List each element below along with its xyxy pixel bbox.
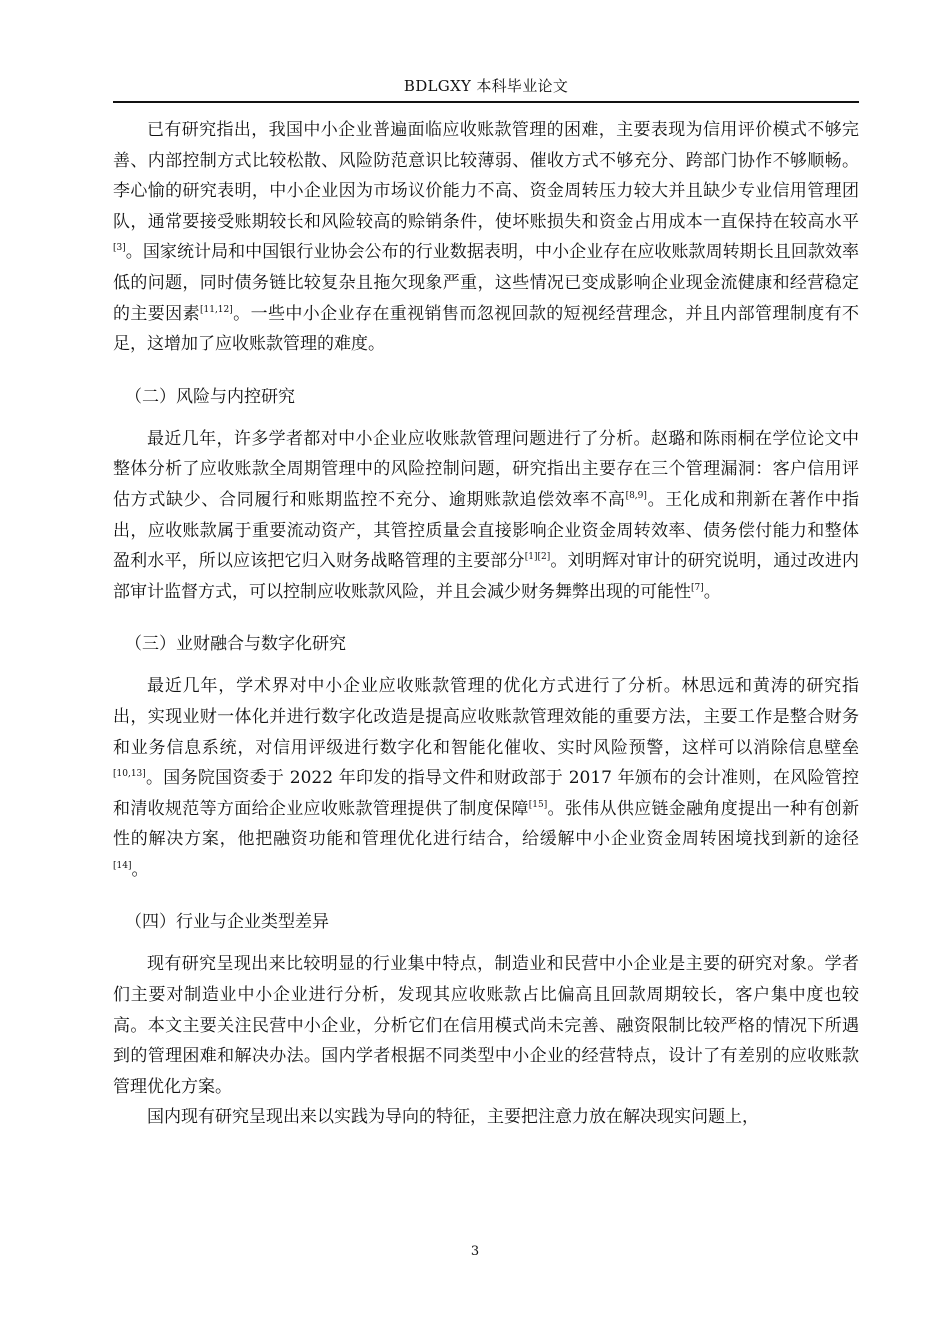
paragraph-existing-research [113, 115, 859, 360]
citation: [15] [528, 799, 548, 810]
running-header: BDLGXY 本科毕业论文 [403, 77, 569, 95]
section-heading-industry-differences: （四）行业与企业类型差异 [125, 912, 329, 933]
text-run: 。张伟从供应链金融角度提出一种有创新性的解决方案，他把融资功能和管理优化进行结合，给缓解中小企业资金周转困境找到新的途径 [113, 798, 860, 850]
text-run: 国内现有研究呈现出来以实践为导向的特征，主要把注意力放在解决现实问题上， [147, 1107, 759, 1128]
body-text [113, 115, 859, 1133]
citation: [3] [113, 243, 126, 254]
paragraph-industry-differences [113, 949, 859, 1102]
text-run: 最近几年，许多学者都对中小企业应收账款管理问题进行了分析。赵璐和陈雨桐在学位论文中整体分析了应收账款全周期管理中的风险控制问题，研究指出主要存在三个管理漏洞：客户信用评估方式缺少、合同履行和账期监控不充分、逾期账款追偿效率不高 [113, 428, 859, 510]
citation: [11,12] [199, 304, 233, 315]
text-run: 已有研究指出，我国中小企业普遍面临应收账款管理的困难，主要表现为信用评价模式不够完善、内部控制方式比较松散、风险防范意识比较薄弱、催收方式不够充分、跨部门协作不够顺畅。李心愉的研究表明，中小企业因为市场议价能力不高、资金周转压力较大并且缺少专业信用管理团队，通常要接受账期较长和风险较高的赊销条件，使坏账损失和资金占用成本一直保持在较高水平 [113, 120, 859, 232]
page-number: 3 [470, 1244, 480, 1259]
citation: [8,9] [625, 490, 647, 501]
header-rule [113, 101, 859, 103]
text-run: 最近几年，学术界对中小企业应收账款管理的优化方式进行了分析。林思远和黄涛的研究指出，实现业财一体化并进行数字化改造是提高应收账款管理效能的重要方法，主要工作是整合财务和业务信息系统，对信用评级进行数字化和智能化催收、实时风险预警，这样可以消除信息壁垒 [113, 676, 859, 758]
text-run: 。国务院国资委于 2022 年印发的指导文件和财政部于 2017 年颁布的会计准则，在风险管控和清收规范等方面给企业应收账款管理提供了制度保障 [113, 768, 859, 819]
text-run: 现有研究呈现出来比较明显的行业集中特点，制造业和民营中小企业是主要的研究对象。学者们主要对制造业中小企业进行分析，发现其应收账款占比偏高且回款周期较长，客户集中度也较高。本文主要关注民营中小企业，分析它们在信用模式尚未完善、融资限制比较严格的情况下所遇到的管理困难和解决办法。国内学者根据不同类型中小企业的经营特点，设计了有差别的应收账款管理优化方案。 [113, 954, 859, 1097]
text-run: 。刘明辉对审计的研究说明，通过改进内部审计监督方式，可以控制应收账款风险，并且会减少财务舞弊出现的可能性 [113, 551, 860, 602]
citation: [14] [113, 860, 132, 871]
citation: [7] [691, 582, 704, 593]
text-run: 。一些中小企业存在重视销售而忽视回款的短视经营理念，并且内部管理制度有不足，这增加了应收账款管理的难度。 [113, 303, 860, 355]
paragraph-practice-oriented [113, 1102, 859, 1133]
citation: [1][2] [524, 552, 551, 563]
text-run: 。 [131, 859, 149, 880]
paragraph-digitalization [113, 671, 859, 885]
paragraph-risk-control [113, 424, 859, 608]
section-heading-digitalization: （三）业财融合与数字化研究 [125, 634, 346, 655]
text-run: 。 [703, 581, 721, 602]
text-run: 。国家统计局和中国银行业协会公布的行业数据表明，中小企业存在应收账款周转期长且回款效率低的问题，同时债务链比较复杂且拖欠现象严重，这些情况已变成影响企业现金流健康和经营稳定的主要因素 [113, 242, 859, 324]
text-run: 。王化成和荆新在著作中指出，应收账款属于重要流动资产，其管控质量会直接影响企业资金周转效率、债务偿付能力和整体盈利水平，所以应该把它归入财务战略管理的主要部分 [113, 489, 860, 572]
section-heading-risk-control: （二）风险与内控研究 [125, 386, 295, 407]
citation: [10,13] [113, 769, 146, 780]
